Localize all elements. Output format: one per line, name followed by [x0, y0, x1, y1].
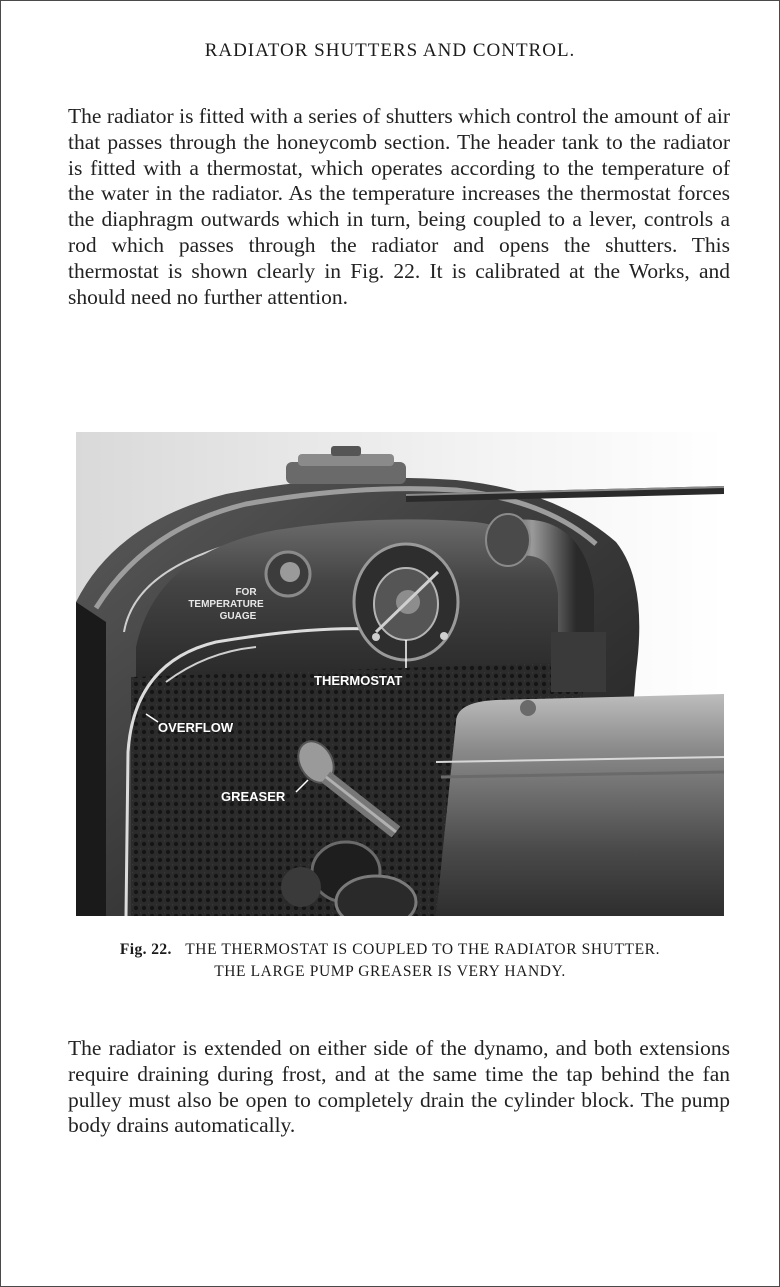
figure-22-photo [76, 432, 724, 916]
caption-fig-label: Fig. 22. [119, 941, 172, 958]
caption-line-1-text: THE THERMOSTAT IS COUPLED TO THE RADIATOR SHUTTER. [185, 941, 661, 958]
figure-caption [0, 939, 780, 983]
page-heading: RADIATOR SHUTTERS AND CONTROL. [204, 40, 576, 61]
label-thermostat: THERMOSTAT [314, 673, 403, 688]
paragraph-2: The radiator is extended on either side of the dynamo, and both extensions require draining during frost, and at the same time the tap behind the fan pulley must also be open to completely drain the cylinder block. The pump body drains automatically. [68, 1036, 730, 1138]
caption-line-1 [0, 939, 780, 961]
label-greaser: GREASER [221, 789, 286, 804]
label-temp-gauge-line-2: TEMPERATURE [188, 599, 264, 610]
label-temp-gauge-line-3: GUAGE [219, 611, 257, 622]
caption-line-2: THE LARGE PUMP GREASER IS VERY HANDY. [214, 963, 566, 980]
paragraph-1: The radiator is fitted with a series of shutters which control the amount of air that passes through the honeycomb section. The header tank to the radiator is fitted with a thermostat, which operates according to the temperature of the water in the radiator. As the temperature increases the thermostat forces the diaphragm outwards which in turn, being coupled to a lever, controls a rod which passes through the radiator and opens the shutters. This thermostat is shown clearly in Fig. 22. It is calibrated at the Works, and should need no further attention. [68, 104, 730, 309]
label-temp-gauge-line-1: FOR [235, 587, 257, 598]
label-overflow: OVERFLOW [158, 720, 234, 735]
